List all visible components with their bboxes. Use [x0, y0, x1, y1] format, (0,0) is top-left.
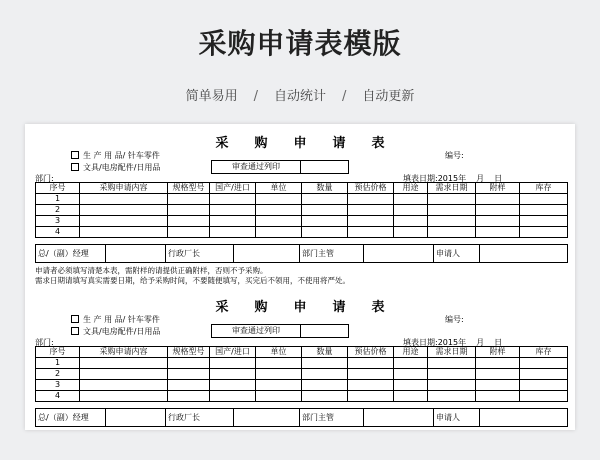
- column-header: 国产/进口: [210, 183, 256, 194]
- column-header: 需求日期: [428, 347, 476, 358]
- table-cell[interactable]: [256, 358, 302, 369]
- table-cell[interactable]: [256, 194, 302, 205]
- table-cell[interactable]: [256, 380, 302, 391]
- table-cell[interactable]: [428, 380, 476, 391]
- table-cell[interactable]: [520, 205, 568, 216]
- table-cell[interactable]: [80, 194, 168, 205]
- checkbox[interactable]: [71, 327, 79, 335]
- table-cell[interactable]: [348, 194, 394, 205]
- form-title-char: 采: [215, 300, 231, 315]
- table-cell[interactable]: [80, 227, 168, 238]
- table-cell[interactable]: [210, 194, 256, 205]
- row-number: 2: [36, 205, 80, 216]
- table-cell[interactable]: [168, 380, 210, 391]
- table-cell[interactable]: [394, 227, 428, 238]
- table-cell[interactable]: [476, 380, 520, 391]
- table-cell[interactable]: [302, 216, 348, 227]
- table-cell[interactable]: [168, 194, 210, 205]
- column-header: 序号: [36, 347, 80, 358]
- tagline-separator: /: [342, 89, 347, 104]
- row-number: 1: [36, 358, 80, 369]
- table-cell[interactable]: [348, 358, 394, 369]
- table-cell[interactable]: [302, 369, 348, 380]
- column-header: 数量: [302, 347, 348, 358]
- audit-label: 审查通过列印: [212, 325, 301, 337]
- fill-date-month: 月: [476, 338, 485, 347]
- table-row: [36, 227, 568, 238]
- fill-date-label: 填表日期:: [403, 174, 438, 183]
- table-cell[interactable]: [394, 216, 428, 227]
- fill-date-year: 2015年: [437, 338, 467, 347]
- table-cell[interactable]: [428, 216, 476, 227]
- signature-field[interactable]: [480, 409, 568, 427]
- table-cell[interactable]: [168, 358, 210, 369]
- form-title-char: 购: [254, 136, 270, 151]
- table-cell[interactable]: [302, 194, 348, 205]
- signature-field[interactable]: [480, 245, 568, 263]
- tagline-separator: /: [253, 89, 258, 104]
- table-cell[interactable]: [348, 391, 394, 402]
- table-cell[interactable]: [476, 227, 520, 238]
- table-cell[interactable]: [168, 369, 210, 380]
- table-cell[interactable]: [394, 391, 428, 402]
- column-header: 需求日期: [428, 183, 476, 194]
- table-cell[interactable]: [302, 205, 348, 216]
- table-row: [36, 369, 568, 380]
- table-cell[interactable]: [348, 369, 394, 380]
- table-cell[interactable]: [394, 369, 428, 380]
- table-cell[interactable]: [302, 227, 348, 238]
- option-label: 生 产 用 品/ 针车零件: [83, 315, 160, 324]
- option-label: 文具/电房配件/日用品: [83, 163, 161, 172]
- form-title-char: 请: [332, 300, 348, 315]
- table-cell[interactable]: [520, 194, 568, 205]
- table-row: [36, 391, 568, 402]
- items-table: [35, 182, 568, 238]
- column-header: 附样: [476, 183, 520, 194]
- table-cell[interactable]: [520, 380, 568, 391]
- form-title: [35, 296, 567, 315]
- table-cell[interactable]: [302, 358, 348, 369]
- table-cell[interactable]: [80, 369, 168, 380]
- row-number: 4: [36, 391, 80, 402]
- table-cell[interactable]: [394, 205, 428, 216]
- form-number-label: 编号:: [445, 315, 464, 324]
- checkbox[interactable]: [71, 163, 79, 171]
- table-row: [36, 194, 568, 205]
- table-cell[interactable]: [476, 391, 520, 402]
- signature-label: 申请人: [434, 245, 480, 263]
- table-cell[interactable]: [168, 227, 210, 238]
- column-header: 规格型号: [168, 183, 210, 194]
- category-option-production[interactable]: [71, 150, 160, 161]
- table-cell[interactable]: [520, 216, 568, 227]
- table-cell[interactable]: [80, 391, 168, 402]
- table-cell[interactable]: [348, 205, 394, 216]
- fill-date-label: 填表日期:: [403, 338, 438, 347]
- form-title-char: 申: [293, 300, 309, 315]
- table-cell[interactable]: [348, 216, 394, 227]
- table-cell[interactable]: [256, 227, 302, 238]
- table-cell[interactable]: [394, 194, 428, 205]
- form-note: 需求日期请填写真实需要日期，给予采购时间，不要随便填写，买完后不领用，不使用将严处。: [35, 276, 350, 285]
- column-header: 用途: [394, 183, 428, 194]
- fill-date-month: 月: [476, 174, 485, 183]
- category-option-production[interactable]: [71, 314, 160, 325]
- table-cell[interactable]: [168, 391, 210, 402]
- table-cell[interactable]: [256, 205, 302, 216]
- row-number: 1: [36, 194, 80, 205]
- table-cell[interactable]: [80, 380, 168, 391]
- audit-label: 审查通过列印: [212, 161, 301, 173]
- table-cell[interactable]: [520, 369, 568, 380]
- table-cell[interactable]: [394, 358, 428, 369]
- signature-field[interactable]: [234, 245, 300, 263]
- checkbox[interactable]: [71, 315, 79, 323]
- column-header: 单位: [256, 347, 302, 358]
- column-header: 序号: [36, 183, 80, 194]
- table-cell[interactable]: [348, 227, 394, 238]
- column-header: 附样: [476, 347, 520, 358]
- form-title: [35, 132, 567, 151]
- table-cell[interactable]: [520, 358, 568, 369]
- column-header: 规格型号: [168, 347, 210, 358]
- signature-label: 行政厂长: [166, 409, 234, 427]
- column-header: 预估价格: [348, 183, 394, 194]
- column-header: 国产/进口: [210, 347, 256, 358]
- table-cell[interactable]: [428, 194, 476, 205]
- audit-stamp-cell[interactable]: [301, 325, 348, 337]
- table-header-row: [36, 183, 568, 194]
- table-cell[interactable]: [80, 216, 168, 227]
- table-cell[interactable]: [210, 380, 256, 391]
- table-cell[interactable]: [348, 380, 394, 391]
- table-cell[interactable]: [80, 205, 168, 216]
- form-title-char: 购: [254, 300, 270, 315]
- table-row: [36, 380, 568, 391]
- form-note: 申请者必须填写清楚本表，需附样的请提供正确附样，否则不予采购。: [35, 266, 268, 275]
- tagline-auto-stats: 自动统计: [273, 89, 326, 104]
- table-cell[interactable]: [428, 358, 476, 369]
- table-cell[interactable]: [428, 369, 476, 380]
- department-label: 部门:: [35, 174, 54, 183]
- column-header: 采购申请内容: [80, 183, 168, 194]
- form-number-label: 编号:: [445, 151, 464, 160]
- column-header: 库存: [520, 347, 568, 358]
- signature-label: 部门主管: [300, 245, 364, 263]
- table-cell[interactable]: [168, 216, 210, 227]
- table-cell[interactable]: [476, 194, 520, 205]
- signature-row: [35, 408, 568, 427]
- table-cell[interactable]: [476, 358, 520, 369]
- table-cell[interactable]: [80, 358, 168, 369]
- option-label: 生 产 用 品/ 针车零件: [83, 151, 160, 160]
- table-cell[interactable]: [476, 216, 520, 227]
- table-cell[interactable]: [520, 227, 568, 238]
- table-cell[interactable]: [256, 216, 302, 227]
- table-cell[interactable]: [302, 391, 348, 402]
- tagline-bar: [0, 85, 600, 104]
- form-title-char: 表: [371, 136, 387, 151]
- signature-row: [35, 244, 568, 263]
- items-table: [35, 346, 568, 402]
- template-preview-sheet: [25, 124, 575, 430]
- table-cell[interactable]: [168, 205, 210, 216]
- tagline-easy: 简单易用: [185, 89, 238, 104]
- fill-date-day: 日: [494, 338, 503, 347]
- audit-stamp-cell[interactable]: [301, 161, 348, 173]
- form-title-char: 申: [293, 136, 309, 151]
- signature-field[interactable]: [234, 409, 300, 427]
- row-number: 3: [36, 216, 80, 227]
- table-cell[interactable]: [210, 227, 256, 238]
- checkbox[interactable]: [71, 151, 79, 159]
- row-number: 3: [36, 380, 80, 391]
- row-number: 2: [36, 369, 80, 380]
- signature-label: 总/（副）经理: [36, 245, 106, 263]
- table-row: [36, 358, 568, 369]
- table-cell[interactable]: [210, 369, 256, 380]
- table-row: [36, 205, 568, 216]
- column-header: 库存: [520, 183, 568, 194]
- table-cell[interactable]: [428, 205, 476, 216]
- column-header: 单位: [256, 183, 302, 194]
- table-cell[interactable]: [394, 380, 428, 391]
- table-cell[interactable]: [476, 205, 520, 216]
- table-cell[interactable]: [428, 391, 476, 402]
- category-option-stationery[interactable]: [71, 326, 160, 337]
- column-header: 预估价格: [348, 347, 394, 358]
- row-number: 4: [36, 227, 80, 238]
- signature-field[interactable]: [106, 409, 166, 427]
- signature-label: 行政厂长: [166, 245, 234, 263]
- column-header: 采购申请内容: [80, 347, 168, 358]
- fill-date-day: 日: [494, 174, 503, 183]
- table-cell[interactable]: [210, 205, 256, 216]
- signature-field[interactable]: [364, 245, 434, 263]
- form-title-char: 请: [332, 136, 348, 151]
- category-option-stationery[interactable]: [71, 162, 160, 173]
- table-cell[interactable]: [210, 391, 256, 402]
- signature-label: 总/（副）经理: [36, 409, 106, 427]
- option-label: 文具/电房配件/日用品: [83, 327, 161, 336]
- table-header-row: [36, 347, 568, 358]
- audit-box: [211, 160, 349, 174]
- table-cell[interactable]: [302, 380, 348, 391]
- form-title-char: 表: [371, 300, 387, 315]
- page-title: 采购申请表模版: [198, 27, 402, 60]
- table-cell[interactable]: [210, 358, 256, 369]
- signature-label: 部门主管: [300, 409, 364, 427]
- table-row: [36, 216, 568, 227]
- signature-label: 申请人: [434, 409, 480, 427]
- signature-field[interactable]: [364, 409, 434, 427]
- table-cell[interactable]: [210, 216, 256, 227]
- form-title-char: 采: [215, 136, 231, 151]
- table-cell[interactable]: [256, 369, 302, 380]
- audit-box: [211, 324, 349, 338]
- fill-date-year: 2015年: [437, 174, 467, 183]
- signature-field[interactable]: [106, 245, 166, 263]
- column-header: 用途: [394, 347, 428, 358]
- table-cell[interactable]: [428, 227, 476, 238]
- column-header: 数量: [302, 183, 348, 194]
- department-label: 部门:: [35, 338, 54, 347]
- tagline-auto-update: 自动更新: [362, 89, 415, 104]
- table-cell[interactable]: [476, 369, 520, 380]
- table-cell[interactable]: [256, 391, 302, 402]
- table-cell[interactable]: [520, 391, 568, 402]
